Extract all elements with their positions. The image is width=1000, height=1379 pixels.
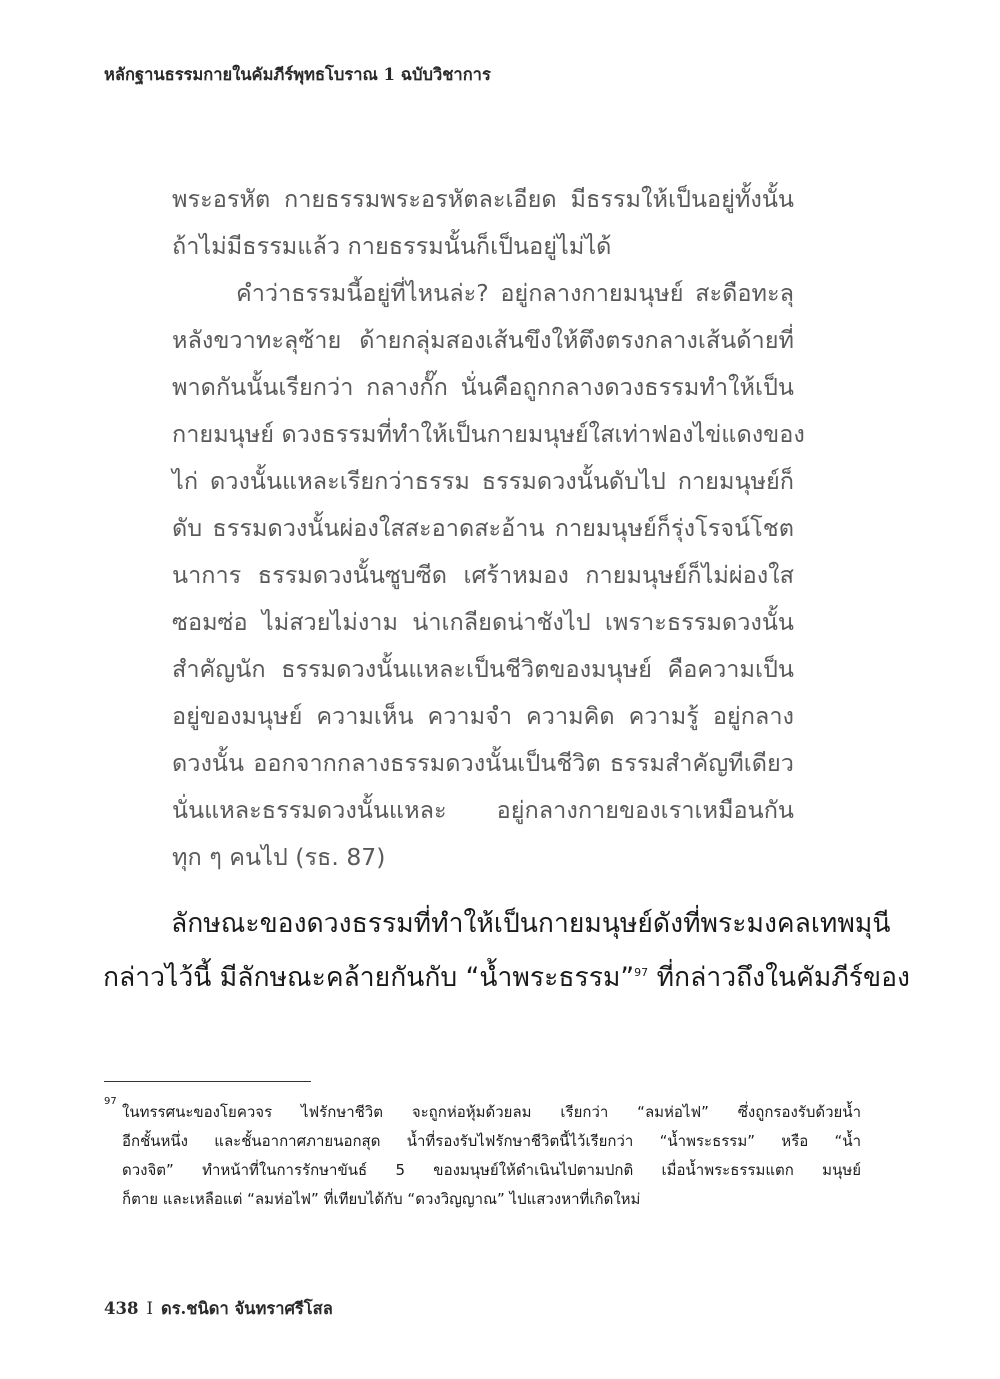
running-header: หลักฐานธรรมกายในคัมภีร์พุทธโบราณ 1 ฉบับวิชาการ [104, 65, 491, 84]
body-line [103, 951, 910, 1005]
footer-separator: I [146, 1299, 153, 1318]
quote-line: ดับ ธรรมดวงนั้นผ่องใสสะอาดสะอ้าน กายมนุษย์ก็รุ่งโรจน์โชต [172, 514, 794, 542]
quote-line: พาดกันนั้นเรียกว่า กลางกั๊ก นั่นคือถูกกลางดวงธรรมทำให้เป็น [172, 373, 794, 401]
footnote-reference[interactable]: 97 [634, 966, 649, 980]
quote-line: ทุก ๆ คนไป (รธ. 87) [172, 843, 386, 871]
quote-line: ดวงนั้น ออกจากกลางธรรมดวงนั้นเป็นชีวิต ธรรมสำคัญทีเดียว [172, 749, 794, 777]
quote-line: สำคัญนัก ธรรมดวงนั้นแหละเป็นชีวิตของมนุษย์ คือความเป็น [172, 655, 794, 683]
footnote-number: 97 [104, 1096, 117, 1107]
quote-line: อยู่ของมนุษย์ ความเห็น ความจำ ความคิด ความรู้ อยู่กลาง [172, 702, 794, 730]
body-text: กล่าวไว้นี้ มีลักษณะคล้ายกันกับ “น้ำพระธรรม” [103, 962, 635, 993]
body-text: ที่กล่าวถึงในคัมภีร์ของ [648, 962, 910, 993]
quote-line: นั่นแหละธรรมดวงนั้นแหละ อยู่กลางกายของเราเหมือนกัน [172, 796, 794, 824]
block-quote [172, 176, 805, 881]
quote-line: ซอมซ่อ ไม่สวยไม่งาม น่าเกลียดน่าชังไป เพราะธรรมดวงนั้น [172, 608, 794, 636]
footnote-divider [104, 1081, 311, 1082]
footnote-line: ดวงจิต” ทำหน้าที่ในการรักษาขันธ์ 5 ของมนุษย์ให้ดำเนินไปตามปกติ เมื่อน้ำพระธรรมแตก มนุษย์ [122, 1161, 861, 1179]
quote-line: คำว่าธรรมนี้อยู่ที่ไหนล่ะ? อยู่กลางกายมนุษย์ สะดือทะลุ [236, 279, 794, 307]
page-footer [104, 1296, 333, 1322]
body-paragraph [103, 897, 910, 1005]
quote-line: นาการ ธรรมดวงนั้นซูบซีด เศร้าหมอง กายมนุษย์ก็ไม่ผ่องใส [172, 561, 794, 589]
footnote-line: อีกชั้นหนึ่ง และชั้นอากาศภายนอกสุด น้ำที่รองรับไฟรักษาชีวิตนี้ไว้เรียกว่า “น้ำพระธรรม” หรือ “น้ำ [122, 1132, 861, 1150]
author-name: ดร.ชนิดา จันทราศรีโสล [160, 1299, 333, 1318]
footnote [104, 1098, 861, 1214]
quote-line: พระอรหัต กายธรรมพระอรหัตละเอียด มีธรรมให้เป็นอยู่ทั้งนั้น [172, 185, 794, 213]
footnote-line: ก็ตาย และเหลือแต่ “ลมห่อไฟ” ที่เทียบได้กับ “ดวงวิญญาณ” ไปแสวงหาที่เกิดใหม่ [122, 1190, 641, 1208]
quote-line: ถ้าไม่มีธรรมแล้ว กายธรรมนั้นก็เป็นอยู่ไม่ได้ [172, 232, 612, 260]
quote-line: ไก่ ดวงนั้นแหละเรียกว่าธรรม ธรรมดวงนั้นดับไป กายมนุษย์ก็ [172, 467, 794, 495]
body-line: ลักษณะของดวงธรรมที่ทำให้เป็นกายมนุษย์ดังที่พระมงคลเทพมุนี [171, 908, 891, 939]
quote-line: กายมนุษย์ ดวงธรรมที่ทำให้เป็นกายมนุษย์ใสเท่าฟองไข่แดงของ [172, 420, 805, 448]
footnote-line: ในทรรศนะของโยควจร ไฟรักษาชีวิต จะถูกห่อหุ้มด้วยลม เรียกว่า “ลมห่อไฟ” ซึ่งถูกรองรับด้วยน้ำ [122, 1103, 861, 1121]
page-number: 438 [104, 1299, 139, 1318]
quote-line: หลังขวาทะลุซ้าย ด้ายกลุ่มสองเส้นขึงให้ตึงตรงกลางเส้นด้ายที่ [172, 326, 794, 354]
